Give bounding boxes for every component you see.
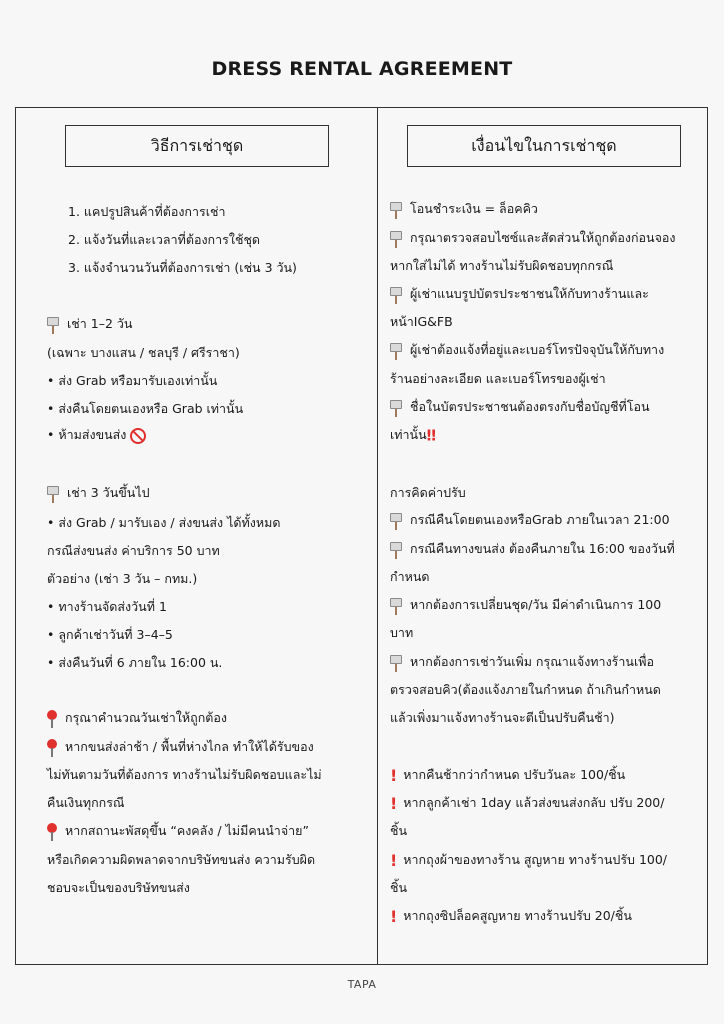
fee-line: บาท xyxy=(390,625,414,640)
note-line: ไม่ทันตามวันที่ต้องการ ทางร้านไม่รับผิดชอบและไม่ xyxy=(47,767,322,782)
penalty-line xyxy=(390,794,664,813)
double-exclamation-icon: ‼ xyxy=(426,426,437,445)
fee-text: หากต้องการเช่าวันเพิ่ม กรุณาแจ้งทางร้านเพื่อ xyxy=(410,654,654,669)
condition-text: กรุณาตรวจสอบไซซ์และสัดส่วนให้ถูกต้องก่อนจอง xyxy=(410,230,676,245)
penalty-line: ชิ้น xyxy=(390,823,408,838)
right-header: เงื่อนไขในการเช่าชุด xyxy=(407,125,681,167)
penalty-line xyxy=(390,907,632,926)
step-2: 2. แจ้งวันที่และเวลาที่ต้องการใช้ชุด xyxy=(68,232,261,247)
pushpin-icon xyxy=(47,739,57,757)
fee-line: กำหนด xyxy=(390,569,430,584)
penalty-line xyxy=(390,851,667,870)
fee-title: การคิดค่าปรับ xyxy=(390,485,466,500)
fee-line xyxy=(390,540,675,559)
sign-icon xyxy=(390,286,402,304)
sign-icon xyxy=(47,485,59,503)
short-rental-line: • ส่งคืนโดยตนเองหรือ Grab เท่านั้น xyxy=(47,401,244,416)
exclamation-icon: ! xyxy=(390,906,398,926)
agreement-table xyxy=(15,107,708,965)
page-title: DRESS RENTAL AGREEMENT xyxy=(211,58,513,80)
short-rental-line xyxy=(47,426,146,444)
note-line xyxy=(47,709,227,728)
note-line xyxy=(47,738,314,757)
no-shipping-text: • ห้ามส่งขนส่ง xyxy=(47,427,127,442)
condition-text: ผู้เช่าแนบรูปบัตรประชาชนให้กับทางร้านและ xyxy=(410,286,649,301)
fee-line xyxy=(390,653,654,672)
left-column xyxy=(16,108,377,964)
penalty-line xyxy=(390,766,625,785)
note-line: หรือเกิดความผิดพลาดจากบริษัทขนส่ง ความรับผิด xyxy=(47,852,316,867)
short-rental-title xyxy=(47,315,132,334)
sign-icon xyxy=(47,316,59,334)
fee-text: กรณีคืนทางขนส่ง ต้องคืนภายใน 16:00 ของวันที่ xyxy=(410,541,675,556)
note-text: หากขนส่งล่าช้า / พื้นที่ห่างไกล ทำให้ได้รับของ xyxy=(65,739,314,754)
sign-icon xyxy=(390,597,402,615)
fee-line xyxy=(390,511,670,530)
short-rental-line: (เฉพาะ บางแสน / ชลบุรี / ศรีราชา) xyxy=(47,345,240,360)
long-rental-title-text: เช่า 3 วันขึ้นไป xyxy=(67,485,150,500)
note-line xyxy=(47,822,309,841)
exclamation-icon: ! xyxy=(390,765,398,785)
long-rental-title xyxy=(47,484,150,503)
condition-text: เท่านั้น xyxy=(390,427,427,442)
sign-icon xyxy=(390,541,402,559)
sign-icon xyxy=(390,654,402,672)
prohibited-icon xyxy=(130,428,146,444)
note-line: คืนเงินทุกกรณี xyxy=(47,795,125,810)
step-1: 1. แคปรูปสินค้าที่ต้องการเช่า xyxy=(68,204,226,219)
condition-line: หน้าIG&FB xyxy=(390,314,453,329)
condition-line xyxy=(390,341,664,360)
long-rental-line: ตัวอย่าง (เช่า 3 วัน – กทม.) xyxy=(47,571,198,586)
footer-brand: TAPA xyxy=(347,978,377,991)
note-line: ชอบจะเป็นของบริษัทขนส่ง xyxy=(47,880,190,895)
condition-text: ผู้เช่าต้องแจ้งที่อยู่และเบอร์โทรปัจจุบันให้กับทาง xyxy=(410,342,665,357)
penalty-text: หากถุงผ้าของทางร้าน สูญหาย ทางร้านปรับ 100/ xyxy=(403,852,668,867)
fee-text: กรณีคืนโดยตนเองหรือGrab ภายในเวลา 21:00 xyxy=(410,512,670,527)
sign-icon xyxy=(390,399,402,417)
fee-line: แล้วเพิ่งมาแจ้งทางร้านจะตีเป็นปรับคืนช้า) xyxy=(390,710,615,725)
penalty-line: ชิ้น xyxy=(390,880,408,895)
left-header: วิธีการเช่าชุด xyxy=(65,125,329,167)
sign-icon xyxy=(390,230,402,248)
sign-icon xyxy=(390,342,402,360)
pushpin-icon xyxy=(47,823,57,841)
condition-line: ร้านอย่างละเอียด และเบอร์โทรของผู้เช่า xyxy=(390,371,606,386)
fee-line xyxy=(390,596,661,615)
short-rental-title-text: เช่า 1–2 วัน xyxy=(67,316,133,331)
penalty-text: หากถุงซิปล็อคสูญหาย ทางร้านปรับ 20/ชิ้น xyxy=(403,908,632,923)
exclamation-icon: ! xyxy=(390,850,398,870)
long-rental-line: • ลูกค้าเช่าวันที่ 3–4–5 xyxy=(47,627,173,642)
short-rental-line: • ส่ง Grab หรือมารับเองเท่านั้น xyxy=(47,373,218,388)
fee-line: ตรวจสอบคิว(ต้องแจ้งภายในกำหนด ถ้าเกินกำหนด xyxy=(390,682,661,697)
condition-line xyxy=(390,426,436,445)
long-rental-line: • ส่งคืนวันที่ 6 ภายใน 16:00 น. xyxy=(47,655,223,670)
long-rental-line: กรณีส่งขนส่ง ค่าบริการ 50 บาท xyxy=(47,543,220,558)
penalty-text: หากคืนช้ากว่ากำหนด ปรับวันละ 100/ชิ้น xyxy=(403,767,626,782)
condition-line xyxy=(390,200,538,219)
sign-icon xyxy=(390,512,402,530)
condition-text: โอนชำระเงิน = ล็อคคิว xyxy=(410,201,538,216)
step-3: 3. แจ้งจำนวนวันที่ต้องการเช่า (เช่น 3 วัน) xyxy=(68,260,297,275)
note-text: หากสถานะพัสดุขึ้น “คงคลัง / ไม่มีคนนำจ่าย” xyxy=(65,823,309,838)
long-rental-line: • ส่ง Grab / มารับเอง / ส่งขนส่ง ได้ทั้งหมด xyxy=(47,515,281,530)
right-column xyxy=(378,108,708,964)
condition-text: ชื่อในบัตรประชาชนต้องตรงกับชื่อบัญชีที่โอน xyxy=(410,399,650,414)
penalty-text: หากลูกค้าเช่า 1day แล้วส่งขนส่งกลับ ปรับ 200/ xyxy=(403,795,665,810)
sign-icon xyxy=(390,201,402,219)
exclamation-icon: ! xyxy=(390,793,398,813)
note-text: กรุณาคำนวณวันเช่าให้ถูกต้อง xyxy=(65,710,227,725)
fee-text: หากต้องการเปลี่ยนชุด/วัน มีค่าดำเนินการ 100 xyxy=(410,597,662,612)
condition-line: หากใส่ไม่ได้ ทางร้านไม่รับผิดชอบทุกกรณี xyxy=(390,258,614,273)
condition-line xyxy=(390,398,650,417)
pushpin-icon xyxy=(47,710,57,728)
condition-line xyxy=(390,229,676,248)
condition-line xyxy=(390,285,649,304)
long-rental-line: • ทางร้านจัดส่งวันที่ 1 xyxy=(47,599,167,614)
